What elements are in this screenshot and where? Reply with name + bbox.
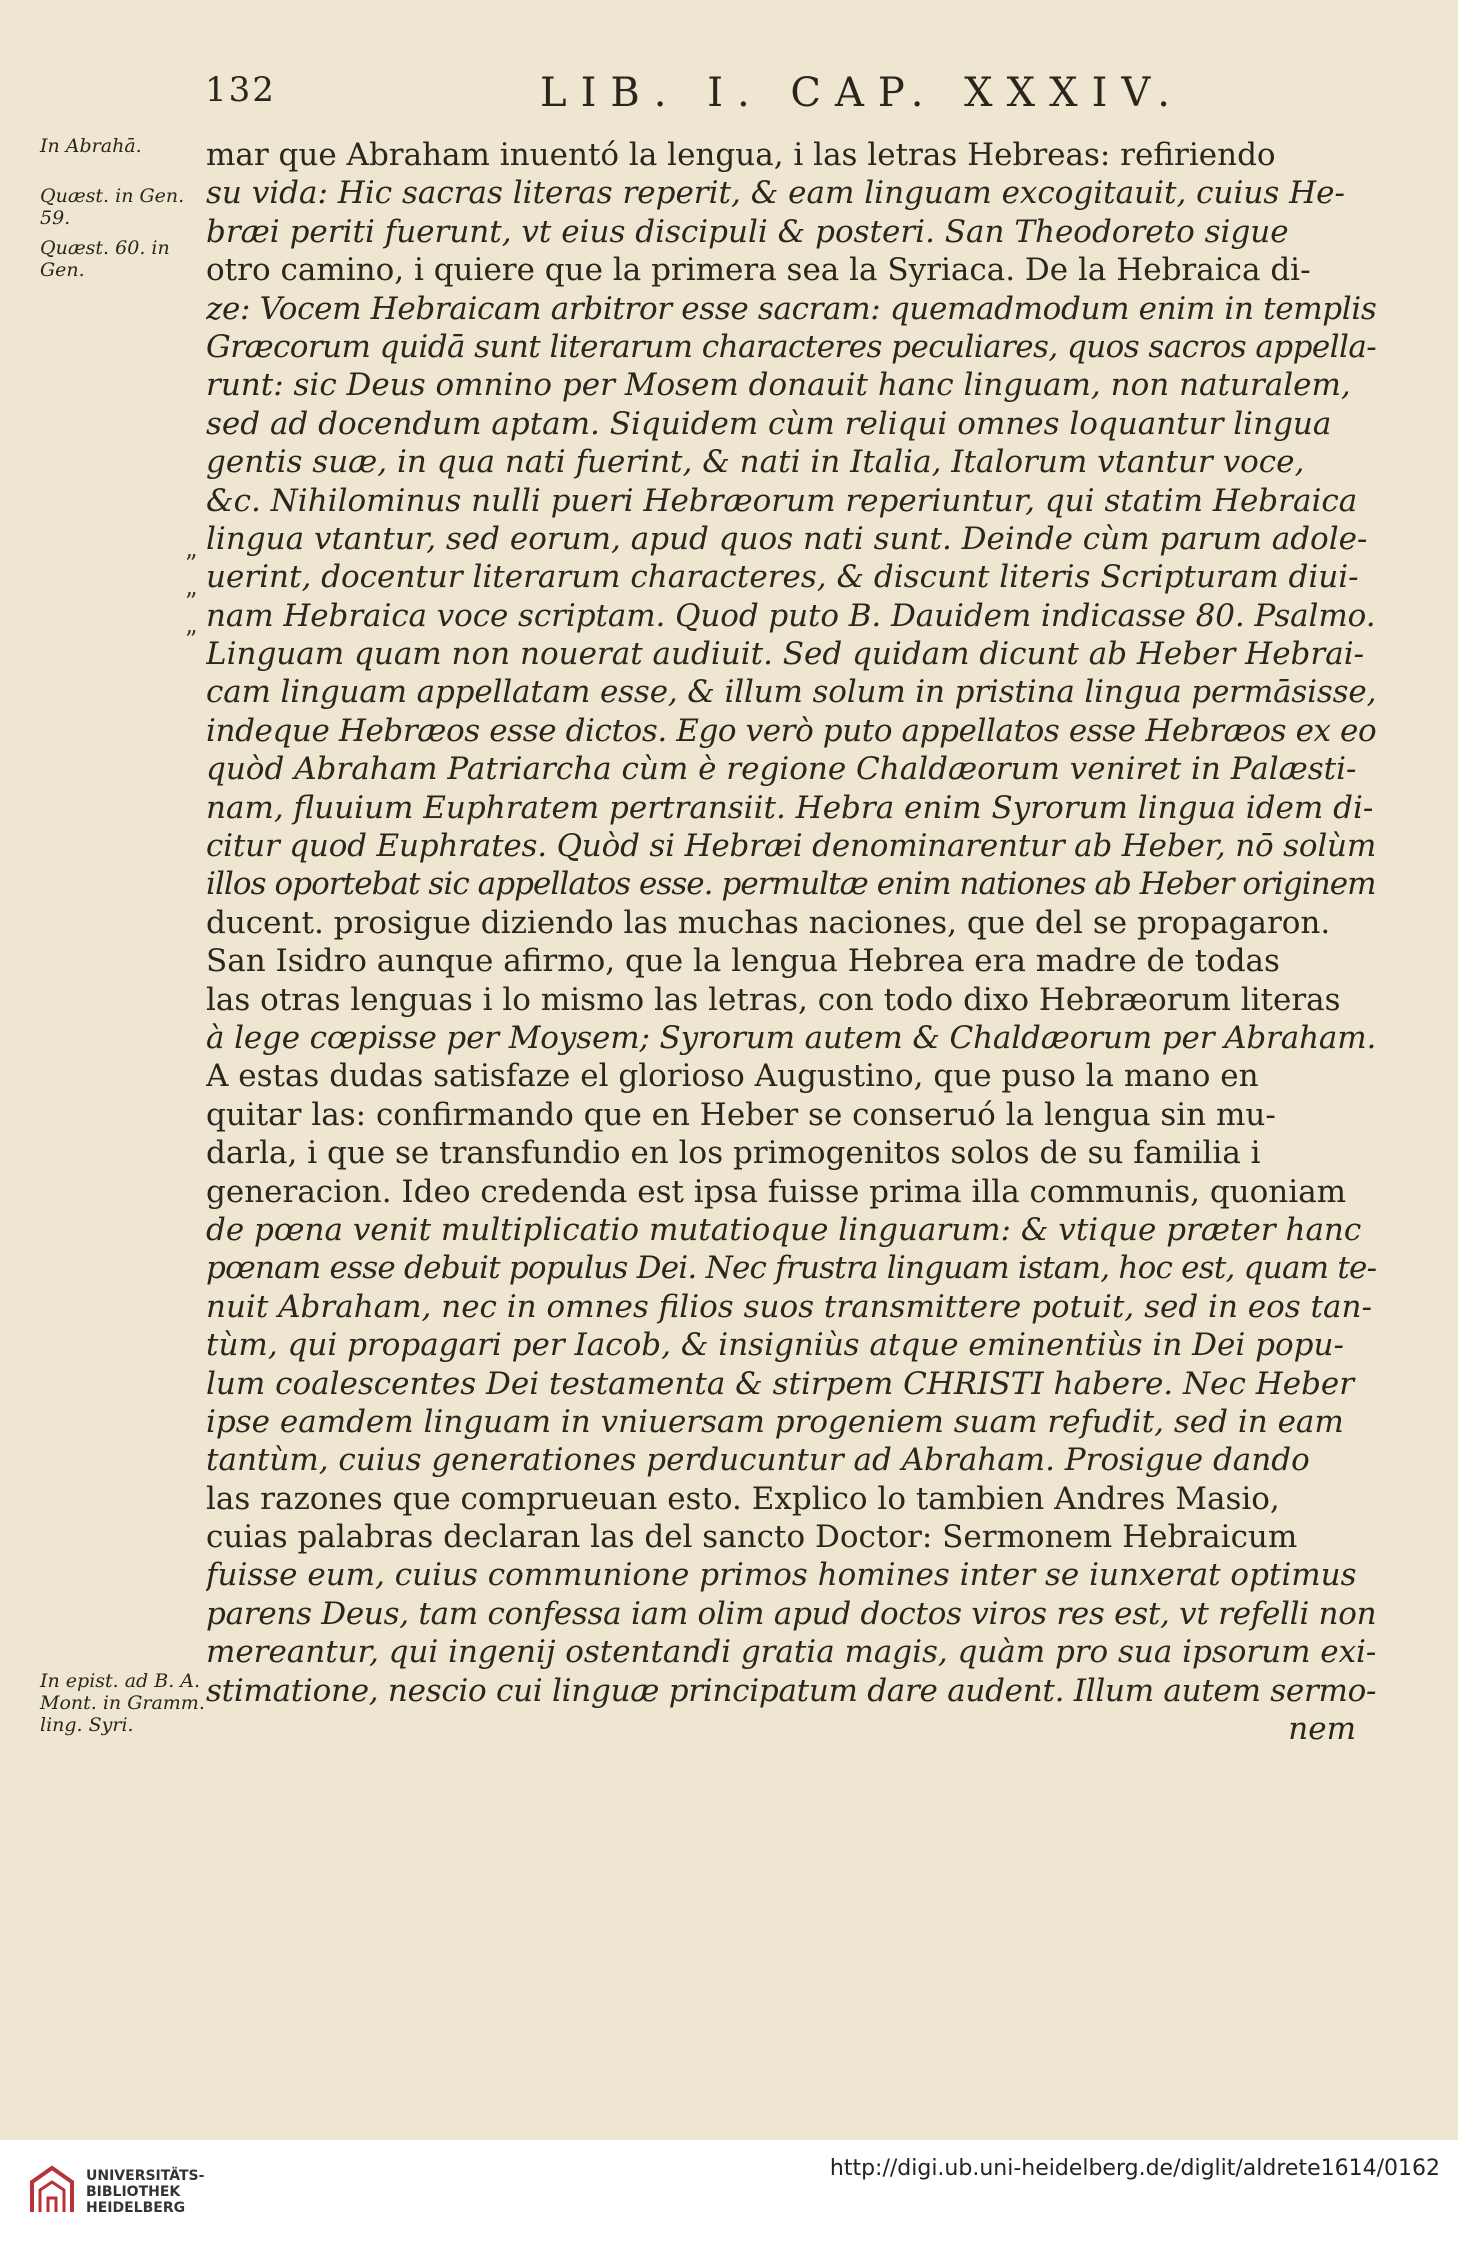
- page-number: 132: [205, 70, 276, 110]
- text-line: quòd Abraham Patriarcha cùm è regione Chaldæorum veniret in Palæsti-: [206, 751, 1357, 788]
- text-line: cam linguam appellatam esse, & illum solum in pristina lingua permāsisse,: [206, 674, 1376, 711]
- text-line: mar que Abraham inuentó la lengua, i las letras Hebreas: refiriendo: [206, 137, 1276, 173]
- institution-name: UNIVERSITÄTS- BIBLIOTHEK HEIDELBERG: [86, 2168, 205, 2216]
- text-line: generacion. Ideo credenda est ipsa fuisse prima illa communis, quoniam: [206, 1173, 1347, 1210]
- margin-note: In epist. ad B. A. Mont. in Gramm. ling. Syri.: [40, 1670, 205, 1736]
- margin-note: Quæst. 60. in Gen.: [40, 237, 170, 281]
- text-line: tùm, qui propagari per Iacob, & insigniùs atque eminentiùs in Dei popu-: [206, 1327, 1344, 1364]
- margin-note: Quæst. in Gen. 59.: [40, 185, 185, 229]
- catchword: nem: [1288, 1711, 1356, 1748]
- text-line: las otras lenguas i lo mismo las letras, con todo dixo Hebræorum literas: [206, 981, 1341, 1018]
- text-line: gentis suæ, in qua nati fuerint, & nati in Italia, Italorum vtantur voce,: [206, 444, 1305, 481]
- text-line: nam Hebraica voce scriptam. Quod puto B. Dauidem indicasse 80. Psalmo.: [206, 597, 1376, 634]
- text-line: citur quod Euphrates. Quòd si Hebræi denominarentur ab Heber, nō solùm: [206, 828, 1376, 865]
- text-line: ipse eamdem linguam in vniuersam progeniem suam refudit, sed in eam: [206, 1403, 1344, 1440]
- text-line: mereantur, qui ingenij ostentandi gratia magis, quàm pro sua ipsorum exi-: [206, 1634, 1376, 1671]
- running-title: LIB. I. CAP. XXXIV.: [540, 70, 1184, 116]
- text-line: las razones que comprueuan esto. Explico lo tambien Andres Masio,: [206, 1480, 1280, 1517]
- text-line: runt: sic Deus omnino per Mosem donauit hanc linguam, non naturalem,: [206, 367, 1351, 404]
- text-line: cuias palabras declaran las del sancto Doctor: Sermonem Hebraicum: [206, 1519, 1298, 1556]
- heidelberg-library-logo-icon: [24, 2160, 80, 2220]
- text-line: nuit Abraham, nec in omnes filios suos transmittere potuit, sed in eos tan-: [206, 1288, 1372, 1325]
- quote-mark: ”: [185, 626, 198, 654]
- text-line: ze: Vocem Hebraicam arbitror esse sacram: quemadmodum enim in templis: [206, 290, 1376, 327]
- text-line: quitar las: confirmando que en Heber se conseruó la lengua sin mu-: [206, 1096, 1276, 1133]
- text-line: parens Deus, tam confessa iam olim apud doctos viros res est, vt refelli non: [206, 1595, 1376, 1632]
- page-header: [0, 70, 1458, 130]
- quote-mark: ”: [185, 550, 198, 578]
- text-line: Græcorum quidā sunt literarum characteres peculiares, quos sacros appella-: [206, 328, 1376, 365]
- text-line: bræi periti fuerunt, vt eius discipuli & posteri. San Theodoreto sigue: [206, 213, 1289, 250]
- body-text: [206, 136, 1376, 1748]
- text-line: A estas dudas satisfaze el glorioso Augustino, que puso la mano en: [206, 1058, 1259, 1095]
- text-line: pœnam esse debuit populus Dei. Nec frustra linguam istam, hoc est, quam te-: [206, 1250, 1376, 1287]
- quotation-marks: [185, 545, 197, 659]
- text-line: à lege cœpisse per Moysem; Syrorum autem & Chaldæorum per Abraham.: [206, 1019, 1376, 1056]
- text-line: lum coalescentes Dei testamenta & stirpem CHRISTI habere. Nec Heber: [206, 1365, 1355, 1402]
- text-line: illos oportebat sic appellatos esse. permultæ enim nationes ab Heber originem: [206, 866, 1376, 903]
- text-line: su vida: Hic sacras literas reperit, & eam linguam excogitauit, cuius He-: [206, 175, 1345, 212]
- text-line: San Isidro aunque afirmo, que la lengua Hebrea era madre de todas: [206, 943, 1280, 980]
- text-line: fuisse eum, cuius communione primos homines inter se iunxerat optimus: [206, 1557, 1357, 1594]
- text-line: otro camino, i quiere que la primera sea la Syriaca. De la Hebraica di-: [206, 252, 1311, 289]
- text-line: sed ad docendum aptam. Siquidem cùm reliqui omnes loquantur lingua: [206, 405, 1332, 442]
- text-line: de pœna venit multiplicatio mutatioque linguarum: & vtique præter hanc: [206, 1211, 1362, 1248]
- text-line: ducent. prosigue diziendo las muchas naciones, que del se propagaron.: [206, 904, 1331, 941]
- text-line: &c. Nihilominus nulli pueri Hebræorum reperiuntur, qui statim Hebraica: [206, 482, 1358, 519]
- text-line: tantùm, cuius generationes perducuntur ad Abraham. Prosigue dando: [206, 1442, 1310, 1479]
- text-line: uerint, docentur literarum characteres, & discunt literis Scripturam diui-: [206, 559, 1359, 596]
- text-line: Linguam quam non nouerat audiuit. Sed quidam dicunt ab Heber Hebrai-: [206, 636, 1365, 673]
- quote-mark: ”: [185, 588, 198, 616]
- margin-note: In Abrahā.: [40, 135, 142, 157]
- text-line: lingua vtantur, sed eorum, apud quos nati sunt. Deinde cùm parum adole-: [206, 520, 1368, 557]
- text-line: stimatione, nescio cui linguæ principatum dare audent. Illum autem sermo-: [206, 1672, 1376, 1709]
- permalink-url[interactable]: http://digi.ub.uni-heidelberg.de/diglit/aldrete1614/0162: [829, 2156, 1440, 2181]
- text-line: darla, i que se transfundio en los primogenitos solos de su familia i: [206, 1135, 1261, 1172]
- text-line: nam, fluuium Euphratem pertransiit. Hebra enim Syrorum lingua idem di-: [206, 789, 1374, 826]
- viewer-footer: [0, 2140, 1458, 2242]
- text-line: indeque Hebræos esse dictos. Ego verò puto appellatos esse Hebræos ex eo: [206, 712, 1376, 749]
